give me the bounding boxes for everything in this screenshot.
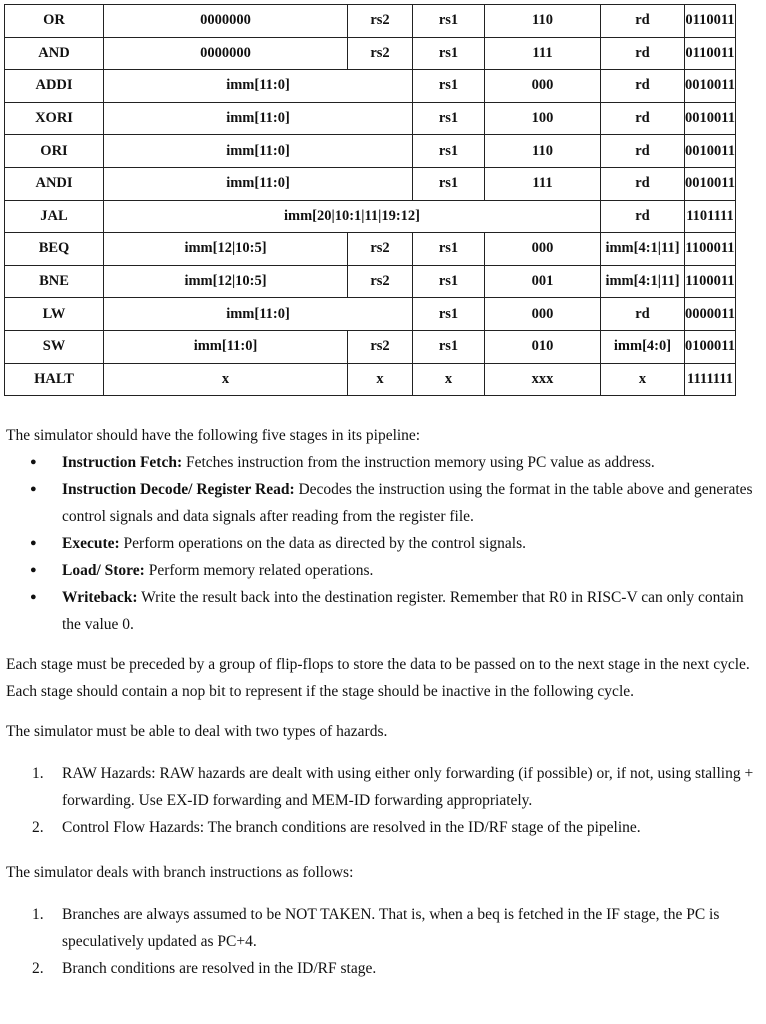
table-row — [5, 330, 736, 363]
table-cell: x — [104, 363, 348, 396]
branch-rule-item — [6, 955, 762, 982]
branch-rule-list — [6, 901, 762, 982]
stage-item-decode — [6, 476, 762, 530]
table-cell: rd — [601, 298, 685, 331]
instruction-name-cell: OR — [5, 5, 104, 38]
table-cell: 1111111 — [685, 363, 736, 396]
table-cell: rs1 — [413, 167, 485, 200]
table-row — [5, 70, 736, 103]
table-cell: rs1 — [413, 330, 485, 363]
stage-name: Load/ Store: — [62, 562, 145, 579]
instruction-name-cell: AND — [5, 37, 104, 70]
instruction-name-cell: ADDI — [5, 70, 104, 103]
table-cell: 1101111 — [685, 200, 736, 233]
instruction-name-cell: XORI — [5, 102, 104, 135]
table-cell: 110 — [485, 135, 601, 168]
stage-item-writeback — [6, 584, 762, 638]
table-cell: rd — [601, 37, 685, 70]
table-row — [5, 135, 736, 168]
stage-name: Instruction Decode/ Register Read: — [62, 481, 295, 498]
table-cell: rd — [601, 102, 685, 135]
branch-rule-text: Branch conditions are resolved in the ID/RF stage. — [62, 960, 377, 977]
table-cell: 0110011 — [685, 5, 736, 38]
pipeline-stage-list — [6, 449, 762, 638]
table-cell: 0010011 — [685, 70, 736, 103]
table-cell: imm[11:0] — [104, 330, 348, 363]
table-cell: rd — [601, 200, 685, 233]
instruction-name-cell: SW — [5, 330, 104, 363]
table-cell: rs2 — [348, 265, 413, 298]
stage-item-fetch — [6, 449, 762, 476]
stage-name: Writeback: — [62, 589, 138, 606]
table-row — [5, 200, 736, 233]
table-cell: imm[11:0] — [104, 298, 413, 331]
table-cell: 100 — [485, 102, 601, 135]
table-cell: rs1 — [413, 298, 485, 331]
table-cell: rs1 — [413, 5, 485, 38]
table-cell: rs2 — [348, 330, 413, 363]
table-cell: rs1 — [413, 102, 485, 135]
table-row — [5, 167, 736, 200]
pipeline-intro: The simulator should have the following five stages in its pipeline: — [6, 427, 421, 444]
table-cell: imm[4:1|11] — [601, 265, 685, 298]
stage-item-load-store — [6, 557, 762, 584]
hazard-text: RAW Hazards: RAW hazards are dealt with using either only forwarding (if possible) or, if not, using stalling + forwarding. Use EX-ID forwarding and MEM-ID forwarding appropriately. — [62, 765, 754, 809]
table-cell: imm[4:0] — [601, 330, 685, 363]
stage-name: Instruction Fetch: — [62, 454, 183, 471]
branch-rule-item — [6, 901, 762, 955]
stage-item-execute — [6, 530, 762, 557]
table-cell: 0000011 — [685, 298, 736, 331]
table-cell: 1100011 — [685, 265, 736, 298]
table-row — [5, 298, 736, 331]
table-cell: 0110011 — [685, 37, 736, 70]
instruction-table-body — [5, 5, 736, 396]
document-body — [6, 422, 762, 982]
table-cell: 001 — [485, 265, 601, 298]
table-cell: rs1 — [413, 70, 485, 103]
list-number: 2. — [32, 819, 44, 836]
table-cell: imm[11:0] — [104, 167, 413, 200]
table-cell: 0100011 — [685, 330, 736, 363]
table-cell: rd — [601, 167, 685, 200]
hazard-text: Control Flow Hazards: The branch conditions are resolved in the ID/RF stage of the pipeline. — [62, 819, 641, 836]
instruction-name-cell: ORI — [5, 135, 104, 168]
table-row — [5, 233, 736, 266]
table-cell: rs1 — [413, 233, 485, 266]
table-cell: 0010011 — [685, 135, 736, 168]
table-cell: 1100011 — [685, 233, 736, 266]
table-cell: rs2 — [348, 37, 413, 70]
hazard-item-control — [6, 814, 762, 841]
stage-desc: Write the result back into the destination register. Remember that R0 in RISC-V can only contain the value 0. — [62, 589, 744, 633]
table-cell: imm[4:1|11] — [601, 233, 685, 266]
table-row — [5, 265, 736, 298]
instruction-name-cell: HALT — [5, 363, 104, 396]
instruction-name-cell: LW — [5, 298, 104, 331]
stage-desc: Fetches instruction from the instruction memory using PC value as address. — [182, 454, 655, 471]
table-cell: 0000000 — [104, 37, 348, 70]
table-cell: xxx — [485, 363, 601, 396]
table-cell: imm[12|10:5] — [104, 233, 348, 266]
table-cell: 0000000 — [104, 5, 348, 38]
table-cell: rs1 — [413, 265, 485, 298]
hazards-intro: The simulator must be able to deal with two types of hazards. — [6, 723, 388, 740]
instruction-name-cell: JAL — [5, 200, 104, 233]
instruction-name-cell: BNE — [5, 265, 104, 298]
table-cell: rd — [601, 135, 685, 168]
table-cell: rs2 — [348, 5, 413, 38]
instruction-format-table — [4, 4, 736, 396]
table-cell: 0010011 — [685, 102, 736, 135]
table-cell: 111 — [485, 37, 601, 70]
table-cell: x — [413, 363, 485, 396]
instruction-name-cell: ANDI — [5, 167, 104, 200]
table-cell: rs1 — [413, 135, 485, 168]
table-cell: 0010011 — [685, 167, 736, 200]
list-number: 2. — [32, 960, 44, 977]
table-cell: rd — [601, 5, 685, 38]
branch-rule-text: Branches are always assumed to be NOT TAKEN. That is, when a beq is fetched in the IF stage, the PC is speculatively updated as PC+4. — [62, 906, 720, 950]
stage-name: Execute: — [62, 535, 120, 552]
table-cell: x — [348, 363, 413, 396]
table-cell: rs2 — [348, 233, 413, 266]
table-cell: 000 — [485, 70, 601, 103]
instruction-name-cell: BEQ — [5, 233, 104, 266]
table-cell: rd — [601, 70, 685, 103]
table-cell: imm[20|10:1|11|19:12] — [104, 200, 601, 233]
table-cell: imm[11:0] — [104, 135, 413, 168]
table-cell: 111 — [485, 167, 601, 200]
table-row — [5, 5, 736, 38]
table-row — [5, 37, 736, 70]
table-row — [5, 102, 736, 135]
table-cell: 010 — [485, 330, 601, 363]
list-number: 1. — [32, 765, 44, 782]
list-number: 1. — [32, 906, 44, 923]
table-cell: 000 — [485, 298, 601, 331]
table-cell: rs1 — [413, 37, 485, 70]
table-cell: x — [601, 363, 685, 396]
hazard-list — [6, 760, 762, 841]
flipflop-paragraph: Each stage must be preceded by a group of flip-flops to store the data to be passed on to the next stage in the next cycle. Each stage should contain a nop bit to represent if the stage should be inactive in the following cycle. — [6, 656, 750, 700]
table-cell: imm[12|10:5] — [104, 265, 348, 298]
stage-desc: Decodes the instruction using the format in the table above and generates control signals and data signals after reading from the register file. — [62, 481, 753, 525]
stage-desc: Perform operations on the data as directed by the control signals. — [119, 535, 527, 552]
table-cell: imm[11:0] — [104, 70, 413, 103]
table-cell: 110 — [485, 5, 601, 38]
stage-desc: Perform memory related operations. — [144, 562, 374, 579]
branch-intro: The simulator deals with branch instructions as follows: — [6, 864, 354, 881]
table-cell: 000 — [485, 233, 601, 266]
hazard-item-raw — [6, 760, 762, 814]
table-cell: imm[11:0] — [104, 102, 413, 135]
table-row — [5, 363, 736, 396]
